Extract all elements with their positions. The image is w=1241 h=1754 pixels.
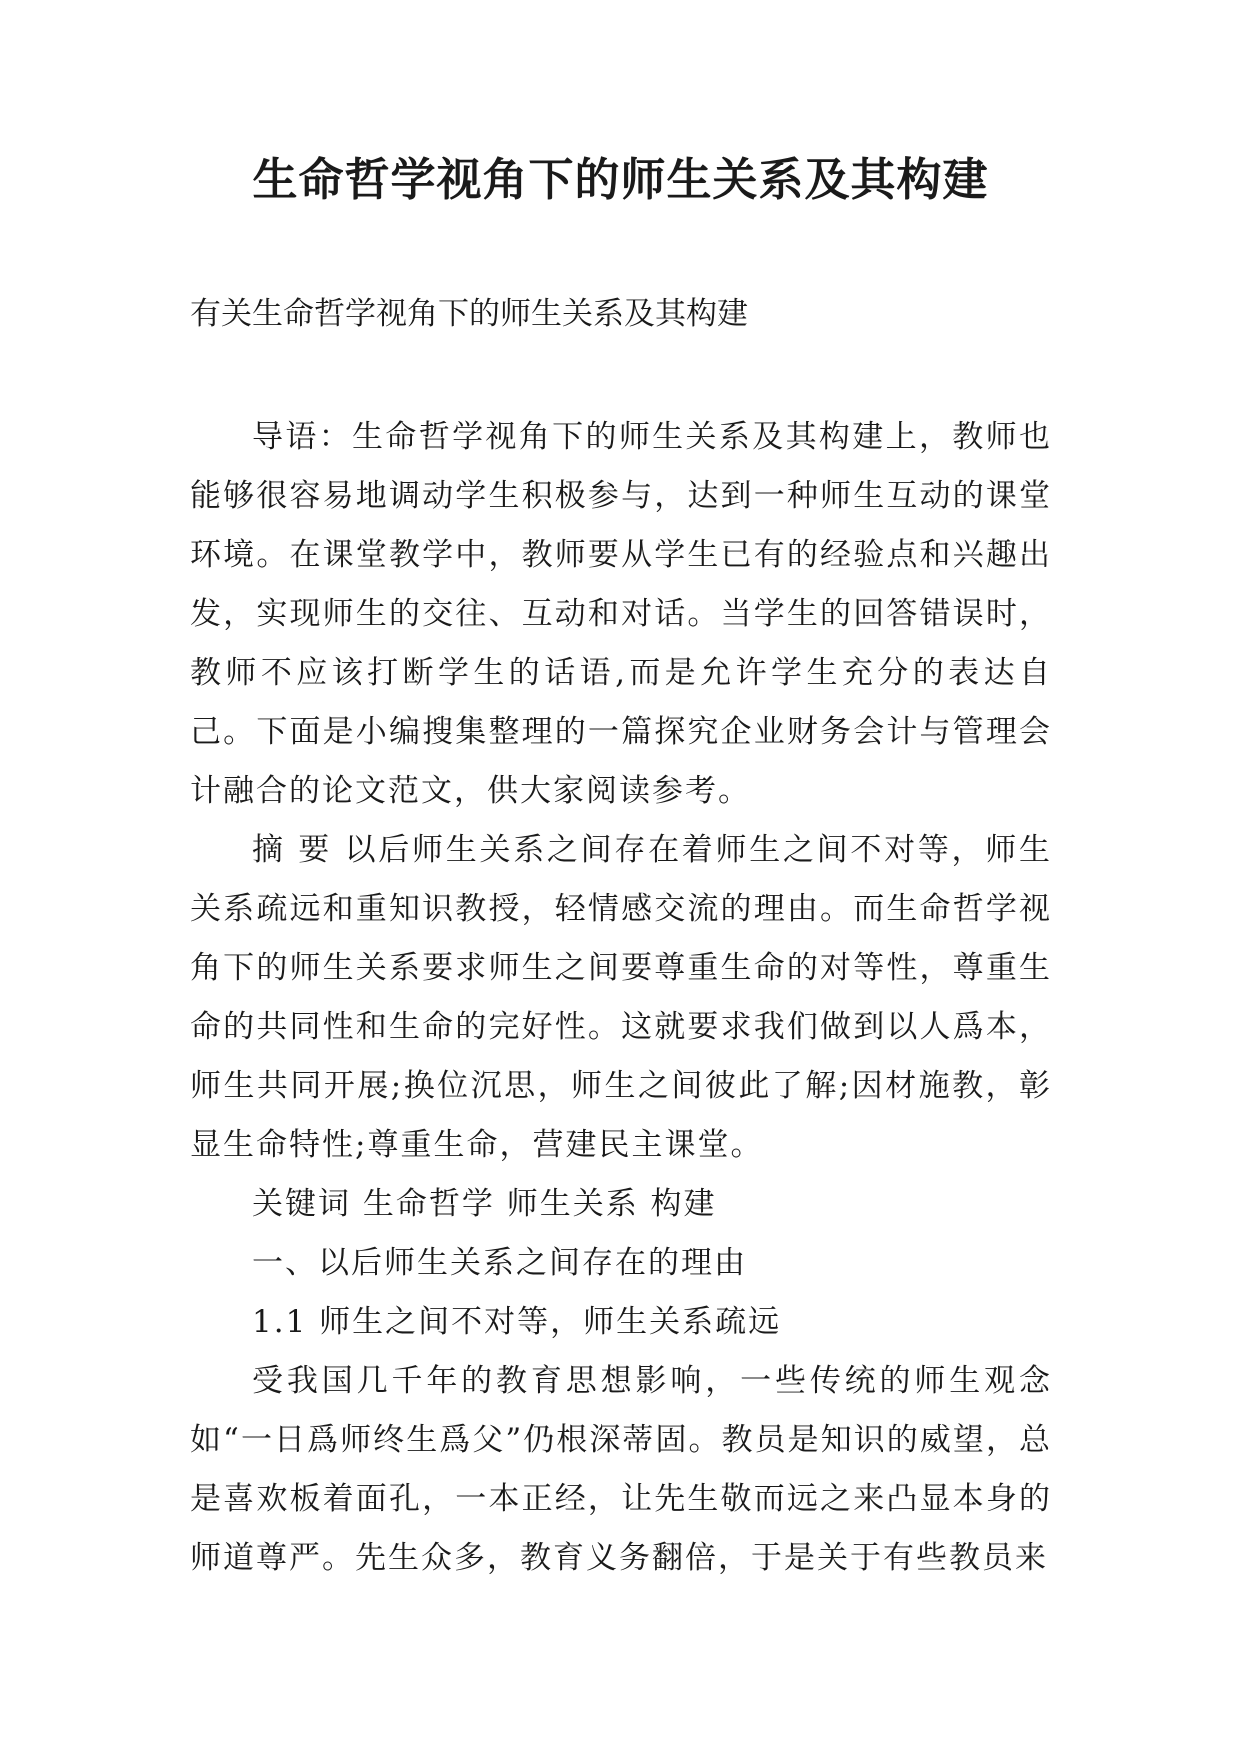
paragraph-keywords: 关键词 生命哲学 师生关系 构建 <box>252 1186 717 1222</box>
paragraph-abstract: 摘 要 以后师生关系之间存在着师生之间不对等，师生关系疏远和重知识教授，轻情感交流的理由。而生命哲学视角下的师生关系要求师生之间要尊重生命的对等性，尊重生命的共同性和生命的完好性。这就要求我们做到以人爲本，师生共同开展;换位沉思，师生之间彼此了解;因材施教，彰显生命特性;尊重生命，营建民主课堂。 <box>190 832 1052 1163</box>
document-body <box>190 408 1052 1588</box>
paragraph-body-1: 受我国几千年的教育思想影响，一些传统的师生观念如“一日爲师终生爲父”仍根深蒂固。教员是知识的威望，总是喜欢板着面孔，一本正经，让先生敬而远之来凸显本身的师道尊严。先生众多，教育义务翻倍，于是关于有些教员来 <box>190 1363 1052 1576</box>
subsection-heading-1-1: 1.1 师生之间不对等，师生关系疏远 <box>252 1304 782 1340</box>
paragraph-intro: 导语：生命哲学视角下的师生关系及其构建上，教师也能够很容易地调动学生积极参与，达到一种师生互动的课堂环境。在课堂教学中，教师要从学生已有的经验点和兴趣出发，实现师生的交往、互动和对话。当学生的回答错误时，教师不应该打断学生的话语,而是允许学生充分的表达自己。下面是小编搜集整理的一篇探究企业财务会计与管理会计融合的论文范文，供大家阅读参考。 <box>190 419 1052 809</box>
document-subtitle: 有关生命哲学视角下的师生关系及其构建 <box>190 296 748 332</box>
document-title: 生命哲学视角下的师生关系及其构建 <box>252 153 989 206</box>
section-heading-1: 一、以后师生关系之间存在的理由 <box>252 1245 747 1281</box>
